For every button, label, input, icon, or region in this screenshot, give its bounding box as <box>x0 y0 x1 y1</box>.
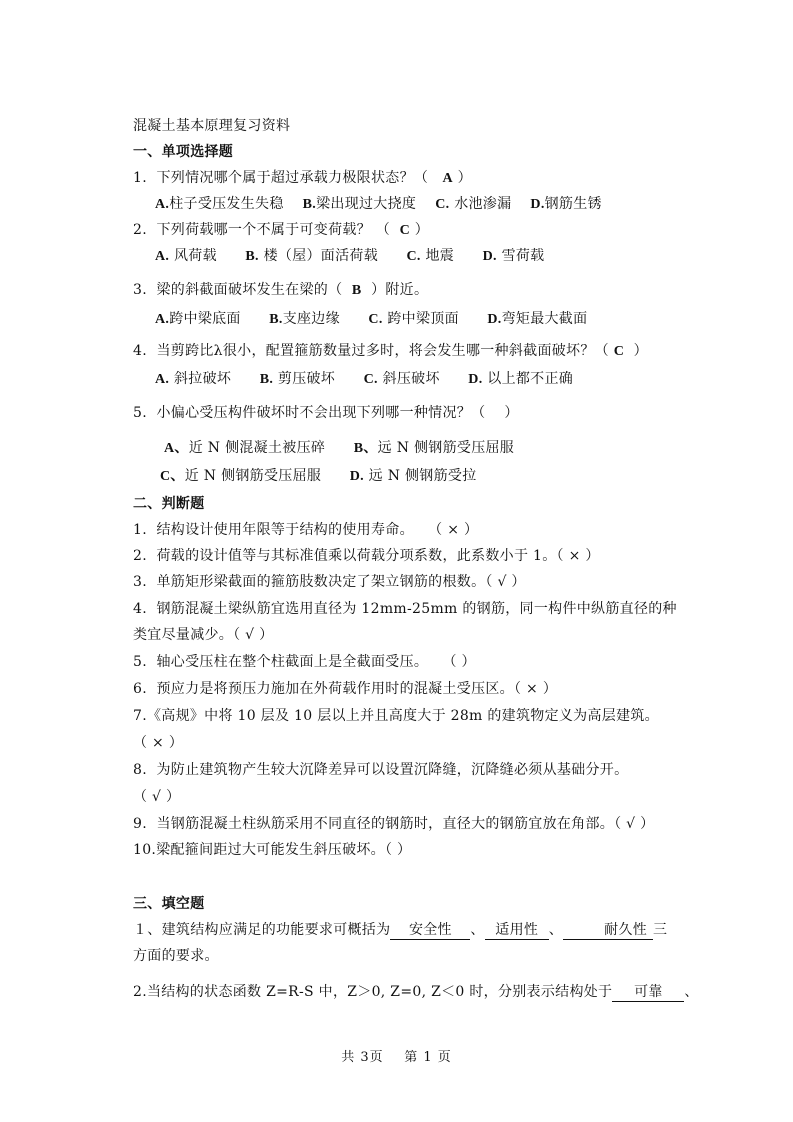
mc-question-4: 4. 当剪跨比λ很小，配置箍筋数量过多时，将会发生哪一种斜截面破坏？（ C ） <box>133 343 648 359</box>
fill-blank: 耐久性 <box>563 921 653 940</box>
mc-question-1: 1. 下列情况哪个属于超过承载力极限状态？（ A ） <box>133 170 472 186</box>
tf-mark: （ √ ） <box>133 789 181 805</box>
tf-item-4-cont: 类宜尽量减少。（ √ ） <box>133 627 274 643</box>
tf-item-10: 10.梁配箍间距过大可能发生斜压破坏。（ ） <box>133 842 412 858</box>
fill-blank: 安全性 <box>390 921 470 940</box>
tf-item-7: 7.《高规》中将 10 层及 10 层以上并且高度大于 28m 的建筑物定义为高层建筑。 <box>133 708 659 724</box>
mc-question-5: 5. 小偏心受压构件破坏时不会出现下列哪一种情况？（ ） <box>133 405 519 421</box>
tf-item-6: 6. 预应力是将预压力施加在外荷载作用时的混凝土受压区。（ × ） <box>133 681 558 697</box>
tf-item-4: 4. 钢筋混凝土梁纵筋宜选用直径为 12mm-25mm 的钢筋，同一构件中纵筋直径的种 <box>133 601 677 617</box>
fill-blank: 可靠 <box>612 983 684 1002</box>
tf-item-7-mark <box>133 733 183 753</box>
section-3-heading: 三、填空题 <box>133 896 205 912</box>
mc-question-3: 3. 梁的斜截面破坏发生在梁的（ B ）附近。 <box>133 282 429 298</box>
tf-mark: （ ） <box>384 842 412 858</box>
tf-item-5: 5. 轴心受压柱在整个柱截面上是全截面受压。 （ ） <box>133 654 476 670</box>
mc-options-4: A. 斜拉破坏 B. 剪压破坏 C. 斜压破坏 D. 以上都不正确 <box>155 371 574 387</box>
tf-mark: （ × ） <box>428 522 479 538</box>
page-footer <box>0 1046 793 1065</box>
tf-item-8-mark <box>133 787 180 807</box>
tf-mark: （ × ） <box>513 681 558 697</box>
mc-options-3: A.跨中梁底面 B.支座边缘 C. 跨中梁顶面 D.弯矩最大截面 <box>155 311 588 327</box>
fill-question-1-cont: 方面的要求。 <box>133 948 219 964</box>
tf-mark: （ × ） <box>556 548 600 564</box>
tf-mark: （ √ ） <box>233 627 274 643</box>
mc-options-2: A. 风荷载 B. 楼（屋）面活荷载 C. 地震 D. 雪荷载 <box>155 248 545 264</box>
answer: C <box>399 223 410 238</box>
tf-mark: （ √ ） <box>485 574 526 590</box>
mc-options-1: A.柱子受压发生失稳 B.梁出现过大挠度 C. 水池渗漏 D.钢筋生锈 <box>155 196 602 212</box>
tf-item-2: 2. 荷载的设计值等与其标准值乘以荷载分项系数，此系数小于 1。（ × ） <box>133 548 600 564</box>
answer: C <box>613 344 625 359</box>
section-2-heading: 二、判断题 <box>133 496 205 512</box>
mc-options-5b: C、近 N 侧钢筋受压屈服 D. 远 N 侧钢筋受拉 <box>160 468 477 484</box>
tf-item-1: 1. 结构设计使用年限等于结构的使用寿命。 （ × ） <box>133 522 479 538</box>
current-page: 第 1 页 <box>404 1050 452 1065</box>
tf-mark: （ √ ） <box>614 816 655 832</box>
tf-mark: （ ） <box>442 654 476 670</box>
document-title: 混凝土基本原理复习资料 <box>133 118 291 134</box>
mc-options-5a: A、近 N 侧混凝土被压碎 B、远 N 侧钢筋受压屈服 <box>164 440 515 456</box>
fill-question-2: 2.当结构的状态函数 Z=R-S 中，Z＞0, Z=0, Z＜0 时，分别表示结构处于 可靠 、 <box>133 984 699 1000</box>
fill-blank: 适用性 <box>485 921 549 940</box>
total-pages: 共 3页 <box>341 1050 384 1065</box>
tf-mark: （ × ） <box>133 735 184 751</box>
tf-item-9: 9. 当钢筋混凝土柱纵筋采用不同直径的钢筋时，直径大的钢筋宜放在角部。（ √ ） <box>133 816 655 832</box>
fill-question-1: １、建筑结构应满足的功能要求可概括为 安全性 、 适用性 、 耐久性 三 <box>133 922 668 938</box>
mc-question-2: 2. 下列荷载哪一个不属于可变荷载？ （ C ） <box>133 222 430 238</box>
answer: B <box>351 283 362 298</box>
tf-item-3: 3. 单筋矩形梁截面的箍筋肢数决定了架立钢筋的根数。（ √ ） <box>133 574 526 590</box>
tf-item-8: 8. 为防止建筑物产生较大沉降差异可以设置沉降缝，沉降缝必须从基础分开。 <box>133 762 629 778</box>
answer: A <box>442 171 453 186</box>
section-1-heading: 一、单项选择题 <box>133 144 234 160</box>
